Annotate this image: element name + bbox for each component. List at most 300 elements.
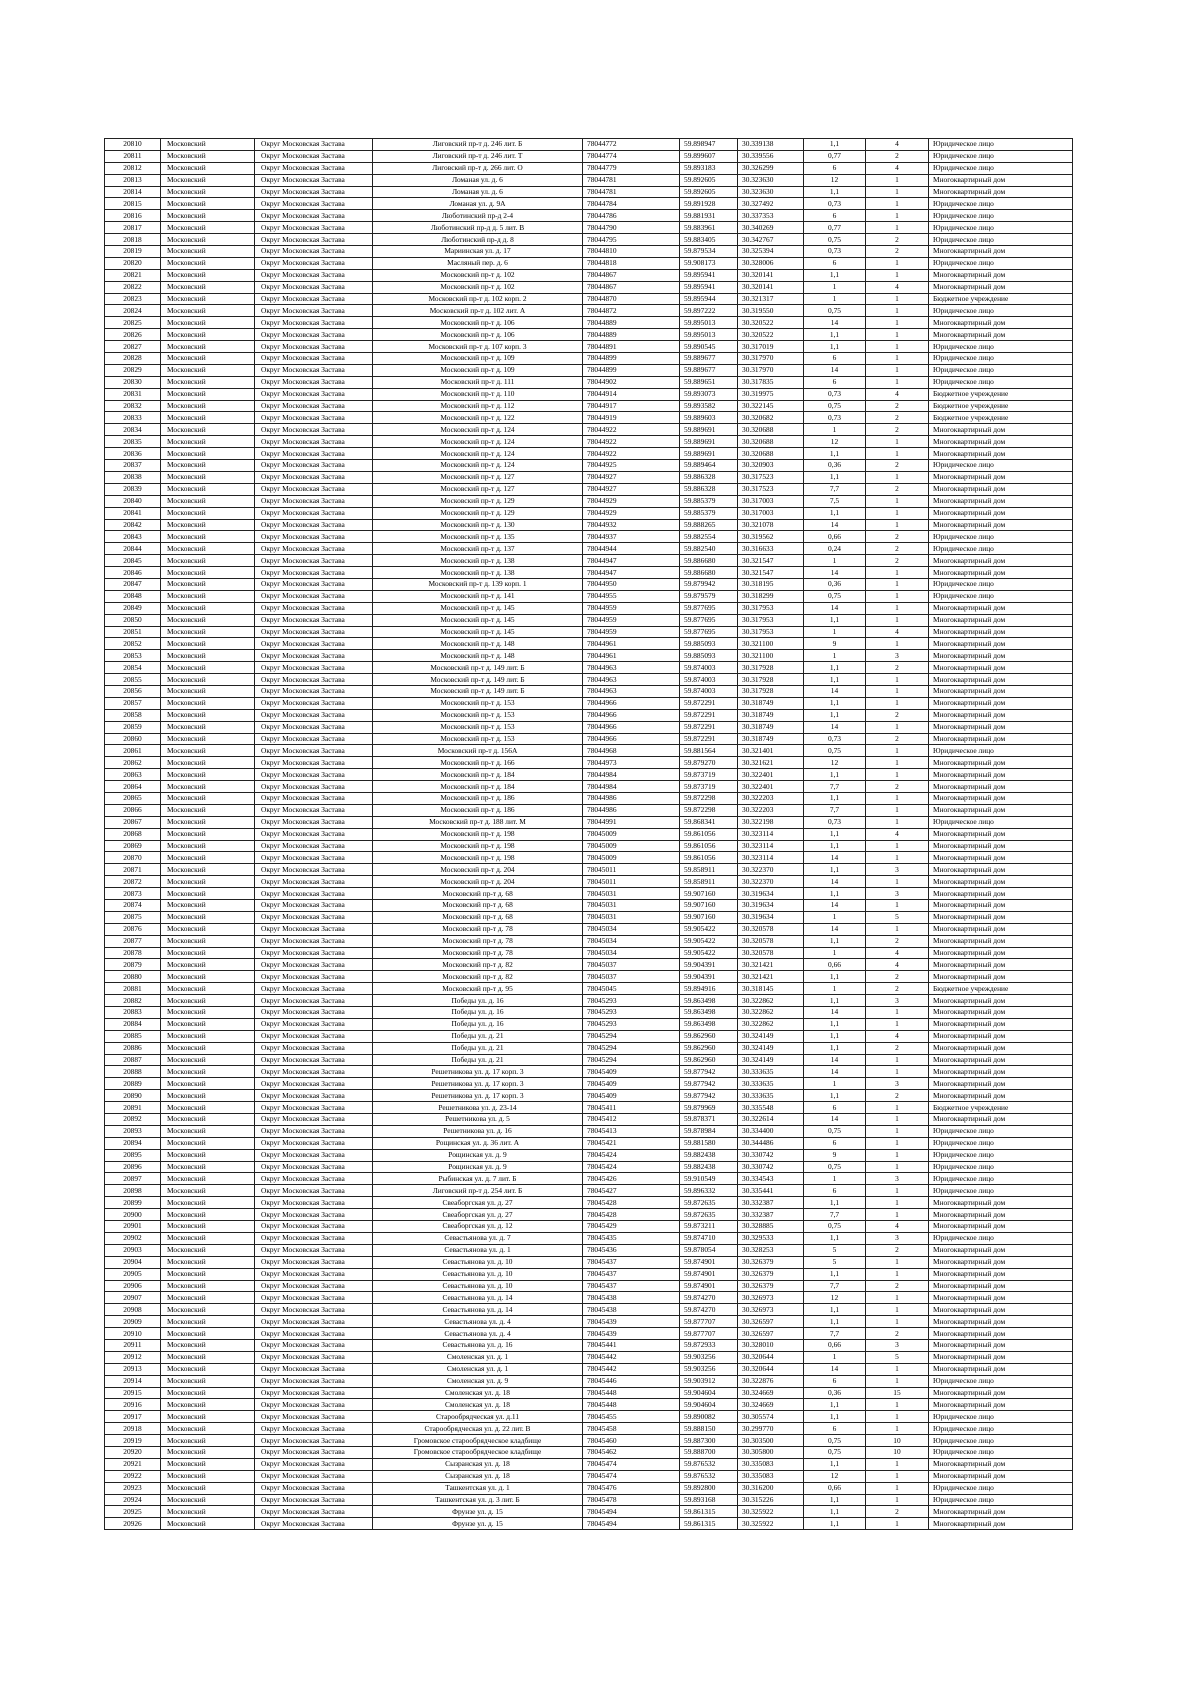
code-cell: 78045424 <box>583 1161 680 1173</box>
municipality-cell: Округ Московская Застава <box>255 1458 373 1470</box>
municipality-cell: Округ Московская Застава <box>255 1387 373 1399</box>
area-cell: 1 <box>804 1351 866 1363</box>
count-cell: 1 <box>866 792 929 804</box>
owner-type-cell: Многоквартирный дом <box>929 519 1073 531</box>
area-cell: 1,1 <box>804 935 866 947</box>
count-cell: 1 <box>866 697 929 709</box>
district-cell: Московский <box>161 864 255 876</box>
area-cell: 1,1 <box>804 1304 866 1316</box>
count-cell: 1 <box>866 1125 929 1137</box>
count-cell: 2 <box>866 971 929 983</box>
count-cell: 1 <box>866 341 929 353</box>
longitude-cell: 30.321547 <box>738 567 804 579</box>
latitude-cell: 59.861315 <box>680 1506 738 1518</box>
area-cell: 1,1 <box>804 1458 866 1470</box>
longitude-cell: 30.328253 <box>738 1244 804 1256</box>
count-cell: 1 <box>866 376 929 388</box>
municipality-cell: Округ Московская Застава <box>255 460 373 472</box>
table-row <box>105 293 1073 305</box>
municipality-cell: Округ Московская Застава <box>255 650 373 662</box>
table-row <box>105 626 1073 638</box>
row-number: 20834 <box>105 424 161 436</box>
code-cell: 78045448 <box>583 1399 680 1411</box>
table-row <box>105 1458 1073 1470</box>
longitude-cell: 30.326597 <box>738 1316 804 1328</box>
address-cell: Московский пр-т д. 127 <box>373 471 583 483</box>
latitude-cell: 59.872291 <box>680 721 738 733</box>
table-row <box>105 139 1073 151</box>
table-row <box>105 436 1073 448</box>
row-number: 20861 <box>105 745 161 757</box>
owner-type-cell: Многоквартирный дом <box>929 246 1073 258</box>
code-cell: 78044986 <box>583 804 680 816</box>
count-cell: 1 <box>866 1066 929 1078</box>
table-row <box>105 186 1073 198</box>
address-cell: Лиговский пр-т д. 254 лит. Б <box>373 1185 583 1197</box>
code-cell: 78044917 <box>583 400 680 412</box>
address-cell: Севастьянова ул. д. 7 <box>373 1232 583 1244</box>
address-cell: Лиговский пр-т д. 246 лит. Т <box>373 150 583 162</box>
count-cell: 2 <box>866 1244 929 1256</box>
area-cell: 1,1 <box>804 329 866 341</box>
code-cell: 78044922 <box>583 436 680 448</box>
table-row <box>105 269 1073 281</box>
table-row <box>105 769 1073 781</box>
address-cell: Московский пр-т д. 107 корп. 3 <box>373 341 583 353</box>
code-cell: 78045460 <box>583 1435 680 1447</box>
count-cell: 1 <box>866 1185 929 1197</box>
table-row <box>105 150 1073 162</box>
district-cell: Московский <box>161 341 255 353</box>
area-cell: 1,1 <box>804 448 866 460</box>
address-cell: Московский пр-т д. 68 <box>373 900 583 912</box>
table-row <box>105 1161 1073 1173</box>
address-cell: Ломаная ул. д. 6 <box>373 186 583 198</box>
address-cell: Победы ул. д. 16 <box>373 1018 583 1030</box>
owner-type-cell: Многоквартирный дом <box>929 471 1073 483</box>
district-cell: Московский <box>161 305 255 317</box>
table-row <box>105 162 1073 174</box>
count-cell: 1 <box>866 507 929 519</box>
row-number: 20811 <box>105 150 161 162</box>
row-number: 20836 <box>105 448 161 460</box>
table-row <box>105 757 1073 769</box>
table-row <box>105 317 1073 329</box>
latitude-cell: 59.904391 <box>680 959 738 971</box>
latitude-cell: 59.889651 <box>680 376 738 388</box>
district-cell: Московский <box>161 923 255 935</box>
address-cell: Севастьянова ул. д. 14 <box>373 1304 583 1316</box>
area-cell: 0,75 <box>804 1161 866 1173</box>
area-cell: 0,73 <box>804 733 866 745</box>
count-cell: 2 <box>866 531 929 543</box>
code-cell: 78044784 <box>583 198 680 210</box>
count-cell: 3 <box>866 1339 929 1351</box>
address-cell: Московский пр-т д. 198 <box>373 840 583 852</box>
owner-type-cell: Многоквартирный дом <box>929 1339 1073 1351</box>
row-number: 20922 <box>105 1470 161 1482</box>
longitude-cell: 30.321317 <box>738 293 804 305</box>
row-number: 20900 <box>105 1209 161 1221</box>
area-cell: 1,1 <box>804 269 866 281</box>
owner-type-cell: Многоквартирный дом <box>929 1399 1073 1411</box>
longitude-cell: 30.321621 <box>738 757 804 769</box>
latitude-cell: 59.895944 <box>680 293 738 305</box>
address-cell: Ломаная ул. д. 6 <box>373 174 583 186</box>
address-cell: Московский пр-т д. 124 <box>373 436 583 448</box>
area-cell: 7,7 <box>804 1209 866 1221</box>
municipality-cell: Округ Московская Застава <box>255 1446 373 1458</box>
code-cell: 78045294 <box>583 1030 680 1042</box>
address-cell: Московский пр-т д. 186 <box>373 792 583 804</box>
address-cell: Московский пр-т д. 109 <box>373 364 583 376</box>
municipality-cell: Округ Московская Застава <box>255 1256 373 1268</box>
address-cell: Московский пр-т д. 148 <box>373 650 583 662</box>
longitude-cell: 30.321547 <box>738 555 804 567</box>
row-number: 20813 <box>105 174 161 186</box>
count-cell: 1 <box>866 1518 929 1530</box>
owner-type-cell: Многоквартирный дом <box>929 1387 1073 1399</box>
district-cell: Московский <box>161 1149 255 1161</box>
table-row <box>105 804 1073 816</box>
longitude-cell: 30.326379 <box>738 1280 804 1292</box>
count-cell: 2 <box>866 555 929 567</box>
address-cell: Московский пр-т д. 102 корп. 2 <box>373 293 583 305</box>
longitude-cell: 30.321100 <box>738 638 804 650</box>
table-row <box>105 1221 1073 1233</box>
owner-type-cell: Юридическое лицо <box>929 1185 1073 1197</box>
count-cell: 15 <box>866 1387 929 1399</box>
address-cell: Московский пр-т д. 82 <box>373 959 583 971</box>
municipality-cell: Округ Московская Застава <box>255 626 373 638</box>
municipality-cell: Округ Московская Застава <box>255 911 373 923</box>
area-cell: 1,1 <box>804 614 866 626</box>
owner-type-cell: Многоквартирный дом <box>929 923 1073 935</box>
table-row <box>105 376 1073 388</box>
table-row <box>105 1209 1073 1221</box>
owner-type-cell: Многоквартирный дом <box>929 1351 1073 1363</box>
district-cell: Московский <box>161 816 255 828</box>
count-cell: 1 <box>866 448 929 460</box>
owner-type-cell: Юридическое лицо <box>929 816 1073 828</box>
table-row <box>105 650 1073 662</box>
district-cell: Московский <box>161 567 255 579</box>
municipality-cell: Округ Московская Застава <box>255 792 373 804</box>
count-cell: 1 <box>866 1316 929 1328</box>
district-cell: Московский <box>161 1232 255 1244</box>
municipality-cell: Округ Московская Застава <box>255 804 373 816</box>
row-number: 20880 <box>105 971 161 983</box>
district-cell: Московский <box>161 507 255 519</box>
latitude-cell: 59.872635 <box>680 1197 738 1209</box>
municipality-cell: Округ Московская Застава <box>255 281 373 293</box>
area-cell: 14 <box>804 852 866 864</box>
table-row <box>105 923 1073 935</box>
address-cell: Московский пр-т д. 184 <box>373 769 583 781</box>
address-cell: Московский пр-т д. 122 <box>373 412 583 424</box>
count-cell: 3 <box>866 1232 929 1244</box>
code-cell: 78044867 <box>583 281 680 293</box>
area-cell: 6 <box>804 353 866 365</box>
latitude-cell: 59.910549 <box>680 1173 738 1185</box>
address-cell: Рыбинская ул. д. 7 лит. Б <box>373 1173 583 1185</box>
longitude-cell: 30.326299 <box>738 162 804 174</box>
area-cell: 1,1 <box>804 1316 866 1328</box>
longitude-cell: 30.318749 <box>738 709 804 721</box>
municipality-cell: Округ Московская Застава <box>255 341 373 353</box>
address-cell: Московский пр-т д. 106 <box>373 317 583 329</box>
table-row <box>105 364 1073 376</box>
code-cell: 78045438 <box>583 1292 680 1304</box>
area-cell: 0,77 <box>804 222 866 234</box>
table-row <box>105 246 1073 258</box>
count-cell: 1 <box>866 804 929 816</box>
code-cell: 78044889 <box>583 317 680 329</box>
address-cell: Севастьянова ул. д. 10 <box>373 1256 583 1268</box>
owner-type-cell: Многоквартирный дом <box>929 792 1073 804</box>
count-cell: 2 <box>866 1090 929 1102</box>
longitude-cell: 30.320578 <box>738 947 804 959</box>
longitude-cell: 30.327492 <box>738 198 804 210</box>
row-number: 20810 <box>105 139 161 151</box>
code-cell: 78044963 <box>583 662 680 674</box>
longitude-cell: 30.322876 <box>738 1375 804 1387</box>
longitude-cell: 30.319634 <box>738 911 804 923</box>
owner-type-cell: Бюджетное учреждение <box>929 1102 1073 1114</box>
code-cell: 78045034 <box>583 935 680 947</box>
address-cell: Московский пр-т д. 102 <box>373 269 583 281</box>
district-cell: Московский <box>161 733 255 745</box>
address-cell: Московский пр-т д. 102 лит. А <box>373 305 583 317</box>
row-number: 20857 <box>105 697 161 709</box>
owner-type-cell: Многоквартирный дом <box>929 317 1073 329</box>
code-cell: 78044779 <box>583 162 680 174</box>
municipality-cell: Округ Московская Застава <box>255 1125 373 1137</box>
code-cell: 78044961 <box>583 650 680 662</box>
latitude-cell: 59.899607 <box>680 150 738 162</box>
longitude-cell: 30.321421 <box>738 971 804 983</box>
code-cell: 78044889 <box>583 329 680 341</box>
row-number: 20885 <box>105 1030 161 1042</box>
latitude-cell: 59.889464 <box>680 460 738 472</box>
district-cell: Московский <box>161 1018 255 1030</box>
count-cell: 1 <box>866 1161 929 1173</box>
area-cell: 0,66 <box>804 531 866 543</box>
latitude-cell: 59.874270 <box>680 1304 738 1316</box>
owner-type-cell: Многоквартирный дом <box>929 733 1073 745</box>
count-cell: 4 <box>866 828 929 840</box>
latitude-cell: 59.872298 <box>680 792 738 804</box>
latitude-cell: 59.858911 <box>680 864 738 876</box>
latitude-cell: 59.904604 <box>680 1399 738 1411</box>
table-row <box>105 1042 1073 1054</box>
longitude-cell: 30.320141 <box>738 281 804 293</box>
row-number: 20907 <box>105 1292 161 1304</box>
area-cell: 14 <box>804 602 866 614</box>
longitude-cell: 30.320688 <box>738 424 804 436</box>
address-cell: Сызранская ул. д. 18 <box>373 1458 583 1470</box>
address-cell: Московский пр-т д. 141 <box>373 590 583 602</box>
table-row <box>105 828 1073 840</box>
row-number: 20817 <box>105 222 161 234</box>
area-cell: 14 <box>804 364 866 376</box>
district-cell: Московский <box>161 388 255 400</box>
table-row <box>105 792 1073 804</box>
code-cell: 78044991 <box>583 816 680 828</box>
area-cell: 1,1 <box>804 1268 866 1280</box>
area-cell: 12 <box>804 1470 866 1482</box>
owner-type-cell: Многоквартирный дом <box>929 555 1073 567</box>
municipality-cell: Округ Московская Застава <box>255 186 373 198</box>
latitude-cell: 59.890082 <box>680 1411 738 1423</box>
municipality-cell: Округ Московская Застава <box>255 1470 373 1482</box>
municipality-cell: Округ Московская Застава <box>255 1161 373 1173</box>
table-row <box>105 590 1073 602</box>
owner-type-cell: Юридическое лицо <box>929 210 1073 222</box>
table-row <box>105 947 1073 959</box>
count-cell: 1 <box>866 1054 929 1066</box>
district-cell: Московский <box>161 436 255 448</box>
table-row <box>105 448 1073 460</box>
address-cell: Люботинский пр-д д. 5 лит. В <box>373 222 583 234</box>
count-cell: 2 <box>866 483 929 495</box>
area-cell: 1,1 <box>804 1232 866 1244</box>
owner-type-cell: Многоквартирный дом <box>929 1458 1073 1470</box>
code-cell: 78045446 <box>583 1375 680 1387</box>
longitude-cell: 30.325922 <box>738 1518 804 1530</box>
longitude-cell: 30.323114 <box>738 840 804 852</box>
area-cell: 0,66 <box>804 1339 866 1351</box>
area-cell: 0,75 <box>804 400 866 412</box>
longitude-cell: 30.305800 <box>738 1446 804 1458</box>
address-cell: Победы ул. д. 16 <box>373 1007 583 1019</box>
owner-type-cell: Многоквартирный дом <box>929 507 1073 519</box>
municipality-cell: Округ Московская Застава <box>255 888 373 900</box>
municipality-cell: Округ Московская Застава <box>255 1149 373 1161</box>
district-cell: Московский <box>161 174 255 186</box>
latitude-cell: 59.874003 <box>680 674 738 686</box>
code-cell: 78045455 <box>583 1411 680 1423</box>
code-cell: 78044961 <box>583 638 680 650</box>
row-number: 20895 <box>105 1149 161 1161</box>
longitude-cell: 30.320682 <box>738 412 804 424</box>
address-cell: Смоленская ул. д. 1 <box>373 1363 583 1375</box>
row-number: 20875 <box>105 911 161 923</box>
address-cell: Рощинская ул. д. 9 <box>373 1161 583 1173</box>
owner-type-cell: Многоквартирный дом <box>929 1007 1073 1019</box>
table-row <box>105 424 1073 436</box>
table-row <box>105 697 1073 709</box>
owner-type-cell: Многоквартирный дом <box>929 1256 1073 1268</box>
count-cell: 1 <box>866 1470 929 1482</box>
table-row <box>105 329 1073 341</box>
row-number: 20828 <box>105 353 161 365</box>
municipality-cell: Округ Московская Застава <box>255 745 373 757</box>
table-row <box>105 638 1073 650</box>
code-cell: 78045034 <box>583 923 680 935</box>
table-row <box>105 1007 1073 1019</box>
code-cell: 78044790 <box>583 222 680 234</box>
latitude-cell: 59.881564 <box>680 745 738 757</box>
row-number: 20894 <box>105 1137 161 1149</box>
code-cell: 78044914 <box>583 388 680 400</box>
longitude-cell: 30.324149 <box>738 1042 804 1054</box>
address-cell: Фрунзе ул. д. 15 <box>373 1506 583 1518</box>
table-row <box>105 674 1073 686</box>
address-cell: Громовское старообрядческое кладбище <box>373 1446 583 1458</box>
area-cell: 1,1 <box>804 471 866 483</box>
latitude-cell: 59.874901 <box>680 1280 738 1292</box>
address-cell: Ломаная ул. д. 9А <box>373 198 583 210</box>
longitude-cell: 30.321401 <box>738 745 804 757</box>
municipality-cell: Округ Московская Застава <box>255 353 373 365</box>
longitude-cell: 30.333635 <box>738 1090 804 1102</box>
area-cell: 1,1 <box>804 662 866 674</box>
table-row <box>105 1363 1073 1375</box>
municipality-cell: Округ Московская Застава <box>255 852 373 864</box>
owner-type-cell: Бюджетное учреждение <box>929 412 1073 424</box>
table-row <box>105 543 1073 555</box>
code-cell: 78044870 <box>583 293 680 305</box>
municipality-cell: Округ Московская Застава <box>255 1494 373 1506</box>
row-number: 20865 <box>105 792 161 804</box>
municipality-cell: Округ Московская Застава <box>255 1137 373 1149</box>
municipality-cell: Округ Московская Застава <box>255 388 373 400</box>
municipality-cell: Округ Московская Застава <box>255 400 373 412</box>
municipality-cell: Округ Московская Застава <box>255 1090 373 1102</box>
latitude-cell: 59.858911 <box>680 876 738 888</box>
row-number: 20918 <box>105 1423 161 1435</box>
latitude-cell: 59.862960 <box>680 1042 738 1054</box>
district-cell: Московский <box>161 400 255 412</box>
area-cell: 6 <box>804 162 866 174</box>
area-cell: 1,1 <box>804 186 866 198</box>
municipality-cell: Округ Московская Застава <box>255 531 373 543</box>
code-cell: 78045458 <box>583 1423 680 1435</box>
owner-type-cell: Многоквартирный дом <box>929 959 1073 971</box>
owner-type-cell: Многоквартирный дом <box>929 1197 1073 1209</box>
address-cell: Севастьянова ул. д. 10 <box>373 1268 583 1280</box>
longitude-cell: 30.333635 <box>738 1078 804 1090</box>
count-cell: 4 <box>866 1030 929 1042</box>
longitude-cell: 30.326379 <box>738 1268 804 1280</box>
code-cell: 78045428 <box>583 1197 680 1209</box>
district-cell: Московский <box>161 792 255 804</box>
longitude-cell: 30.322145 <box>738 400 804 412</box>
row-number: 20912 <box>105 1351 161 1363</box>
owner-type-cell: Многоквартирный дом <box>929 685 1073 697</box>
code-cell: 78045426 <box>583 1173 680 1185</box>
district-cell: Московский <box>161 852 255 864</box>
longitude-cell: 30.318195 <box>738 578 804 590</box>
table-row <box>105 876 1073 888</box>
code-cell: 78044818 <box>583 257 680 269</box>
longitude-cell: 30.322614 <box>738 1114 804 1126</box>
row-number: 20823 <box>105 293 161 305</box>
code-cell: 78044899 <box>583 353 680 365</box>
code-cell: 78044919 <box>583 412 680 424</box>
municipality-cell: Округ Московская Застава <box>255 448 373 460</box>
latitude-cell: 59.904391 <box>680 971 738 983</box>
area-cell: 1,1 <box>804 864 866 876</box>
owner-type-cell: Многоквартирный дом <box>929 947 1073 959</box>
municipality-cell: Округ Московская Застава <box>255 1435 373 1447</box>
district-cell: Московский <box>161 471 255 483</box>
table-row <box>105 460 1073 472</box>
code-cell: 78045435 <box>583 1232 680 1244</box>
table-row <box>105 1114 1073 1126</box>
count-cell: 1 <box>866 436 929 448</box>
